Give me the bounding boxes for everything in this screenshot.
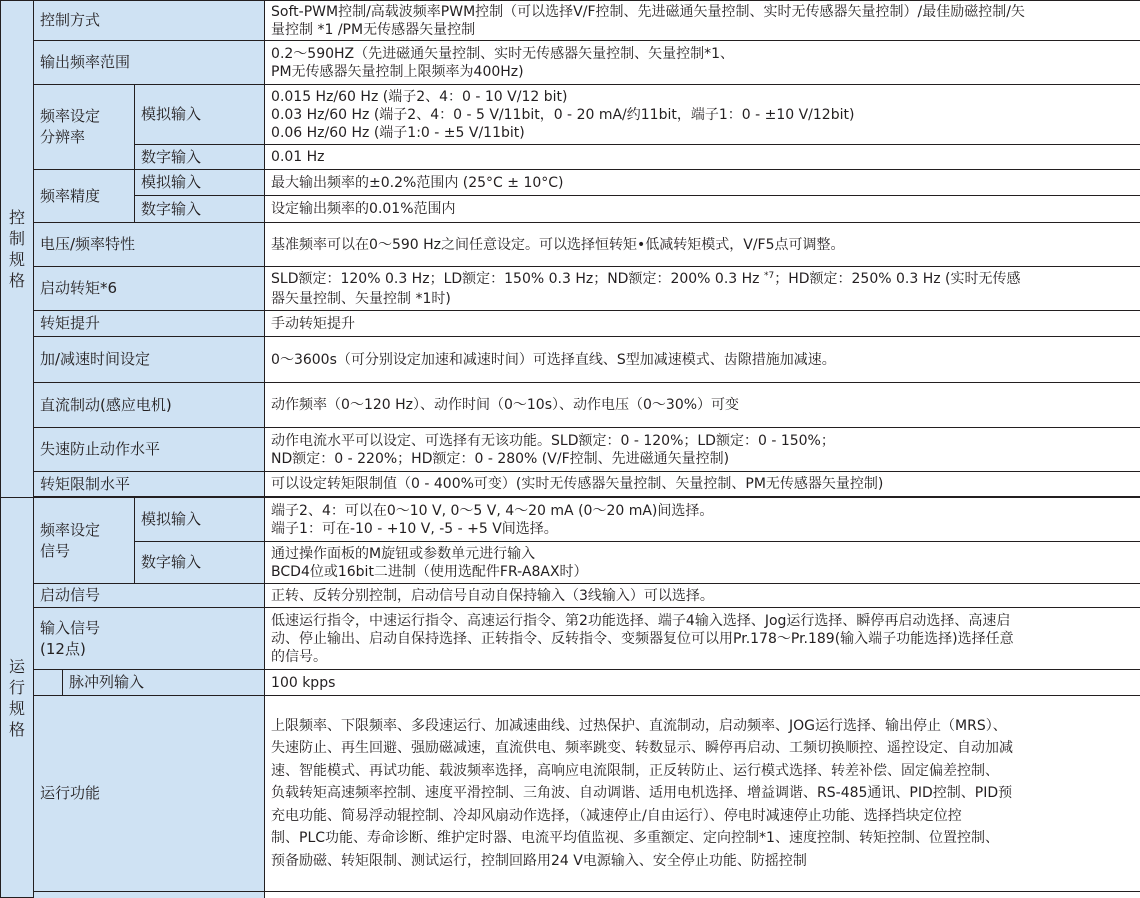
row-output-freq [1,41,1140,85]
value-freq-resolution-digital: 0.01 Hz [265,145,1140,170]
value-freq-signal-analog: 端子2、4：可以在0～10 V, 0～5 V, 4～20 mA (0～20 mA)间选择。 端子1：可在-10 - +10 V, -5 - +5 V间选择。 [265,498,1140,542]
row-accel-decel [1,337,1140,383]
section-control: 控制规格 [1,1,34,498]
row-freq-resolution-analog [1,85,1140,145]
value-freq-accuracy-analog: 最大输出频率的±0.2%范围内 (25°C ± 10°C) [265,170,1140,196]
row-vf-characteristic [1,223,1140,267]
value-start-signal: 正转、反转分别控制，启动信号自动自保持输入（3线输入）可以选择。 [265,584,1140,608]
value-stall-prevention: 动作电流水平可以设定、可选择有无该功能。SLD额定：0 - 120%；LD额定：0 - 150%； ND额定：0 - 220%；HD额定：0 - 280% (V/F控制、先进磁通矢量控制) [265,428,1140,472]
value-vf-characteristic: 基准频率可以在0～590 Hz之间任意设定。可以选择恒转矩•低减转矩模式，V/F5点可调整。 [265,223,1140,267]
label-freq-resolution-analog: 模拟输入 [135,85,265,145]
value-starting-torque: SLD额定：120% 0.3 Hz；LD额定：150% 0.3 Hz；ND额定：200% 0.3 Hz $^{*7}$；HD额定：250% 0.3 Hz (实时无传感 器矢量控制、矢量控制 *1时) [265,267,1140,311]
row-starting-torque [1,267,1140,311]
row-freq-accuracy-digital [1,196,1140,223]
row-dc-braking [1,383,1140,428]
row-control-method [1,1,1140,41]
row-stall-prevention [1,428,1140,472]
label-freq-signal: 频率设定 信号 [34,498,135,584]
section-operation: 运行规格 [1,498,34,898]
label-freq-accuracy-digital: 数字输入 [135,196,265,223]
row-freq-accuracy-analog [1,170,1140,196]
label-output-freq: 输出频率范围 [34,41,265,85]
value-accel-decel: 0～3600s（可分别设定加速和减速时间）可选择直线、S型加减速模式、齿隙措施加减速。 [265,337,1140,383]
row-input-signal [1,608,1140,670]
label-stall-prevention: 失速防止动作水平 [34,428,265,472]
label-torque-boost: 转矩提升 [34,311,265,337]
pulse-indent [34,670,63,696]
value-input-signal: 低速运行指令，中速运行指令、高速运行指令、第2功能选择、端子4输入选择、Jog运行选择、瞬停再启动选择、高速启 动、停止输出、启动自保持选择、正转指令、反转指令、变频器复位可以用Pr.178～Pr.189(输入端子功能选择)选择任意 的信号。 [265,608,1140,670]
value-torque-limit: 可以设定转矩限制值（0 - 400%可变）(实时无传感器矢量控制、矢量控制、PM无传感器矢量控制) [265,472,1140,497]
label-accel-decel: 加/减速时间设定 [34,337,265,383]
row-operation-func [1,696,1140,892]
label-freq-resolution-digital: 数字输入 [135,145,265,170]
row-start-signal [1,584,1140,608]
label-freq-accuracy-analog: 模拟输入 [135,170,265,196]
value-control-method: Soft-PWM控制/高载波频率PWM控制（可以选择V/F控制、先进磁通矢量控制、实时无传感器矢量控制）/最佳励磁控制/矢 量控制 *1 /PM无传感器矢量控制 [265,1,1140,41]
label-freq-resolution: 频率设定 分辨率 [34,85,135,170]
value-operation-func: 上限频率、下限频率、多段速运行、加减速曲线、过热保护、直流制动，启动频率、JOG运行选择、输出停止（MRS）、 失速防止、再生回避、强励磁减速，直流供电、频率跳变、转数显示、瞬停再启动、工频切换顺控、遥控设定、自动加减 速、智能模式、再试功能、载波频率选择，高响应电流限制，正反转防止、运行模式选择、转差补偿、固定偏差控制、 负载转矩高速频率控制、速度平滑控制、三角波、自动调谐、适用电机选择、增益调谐、RS-485通讯、PID控制、PID预 充电功能、简易浮动辊控制、冷却风扇动作选择，（减速停止/自由运行）、停电时减速停止功能、选择挡块定位控 制、PLC功能、寿命诊断、维护定时器、电流平均值监视、多重额定、定向控制*1、速度控制、转矩控制、位置控制、 预备励磁、转矩限制、测试运行，控制回路用24 V电源输入、安全停止功能、防摇控制 [265,696,1140,892]
label-vf-characteristic: 电压/频率特性 [34,223,265,267]
row-torque-boost [1,311,1140,337]
label-torque-limit: 转矩限制水平 [34,472,265,497]
row-torque-limit [1,472,1140,497]
row-freq-signal-digital [1,542,1140,584]
label-pulse-input: 脉冲列输入 [63,670,265,696]
row-freq-resolution-digital [1,145,1140,170]
value-torque-boost: 手动转矩提升 [265,311,1140,337]
label-freq-accuracy: 频率精度 [34,170,135,223]
value-freq-accuracy-digital: 设定输出频率的0.01%范围内 [265,196,1140,223]
label-operation-func: 运行功能 [34,696,265,892]
row-pulse-input [1,670,1140,696]
value-output-freq: 0.2～590HZ（先进磁通矢量控制、实时无传感器矢量控制、矢量控制*1、 PM无传感器矢量控制上限频率为400Hz) [265,41,1140,85]
label-start-signal: 启动信号 [34,584,265,608]
label-starting-torque: 启动转矩*6 [34,267,265,311]
label-freq-signal-digital: 数字输入 [135,542,265,584]
value-pulse-input: 100 kpps [265,670,1140,696]
value-freq-signal-digital: 通过操作面板的M旋钮或参数单元进行输入 BCD4位或16bit二进制（使用选配件FR-A8AX时） [265,542,1140,584]
label-input-signal: 输入信号 (12点) [34,608,265,670]
row-freq-signal-analog [1,498,1140,542]
value-dc-braking: 动作频率（0～120 Hz）、动作时间（0～10s）、动作电压（0～30%）可变 [265,383,1140,428]
label-freq-signal-analog: 模拟输入 [135,498,265,542]
value-freq-resolution-analog: 0.015 Hz/60 Hz (端子2、4：0 - 10 V/12 bit) 0.03 Hz/60 Hz (端子2、4：0 - 5 V/11bit，0 - 20 mA/约11bit，端子1：0 - ±10 V/12bit) 0.06 Hz/60 Hz (端子1:0 - ±5 V/11bit) [265,85,1140,145]
label-control-method: 控制方式 [34,1,265,41]
label-dc-braking: 直流制动(感应电机) [34,383,265,428]
